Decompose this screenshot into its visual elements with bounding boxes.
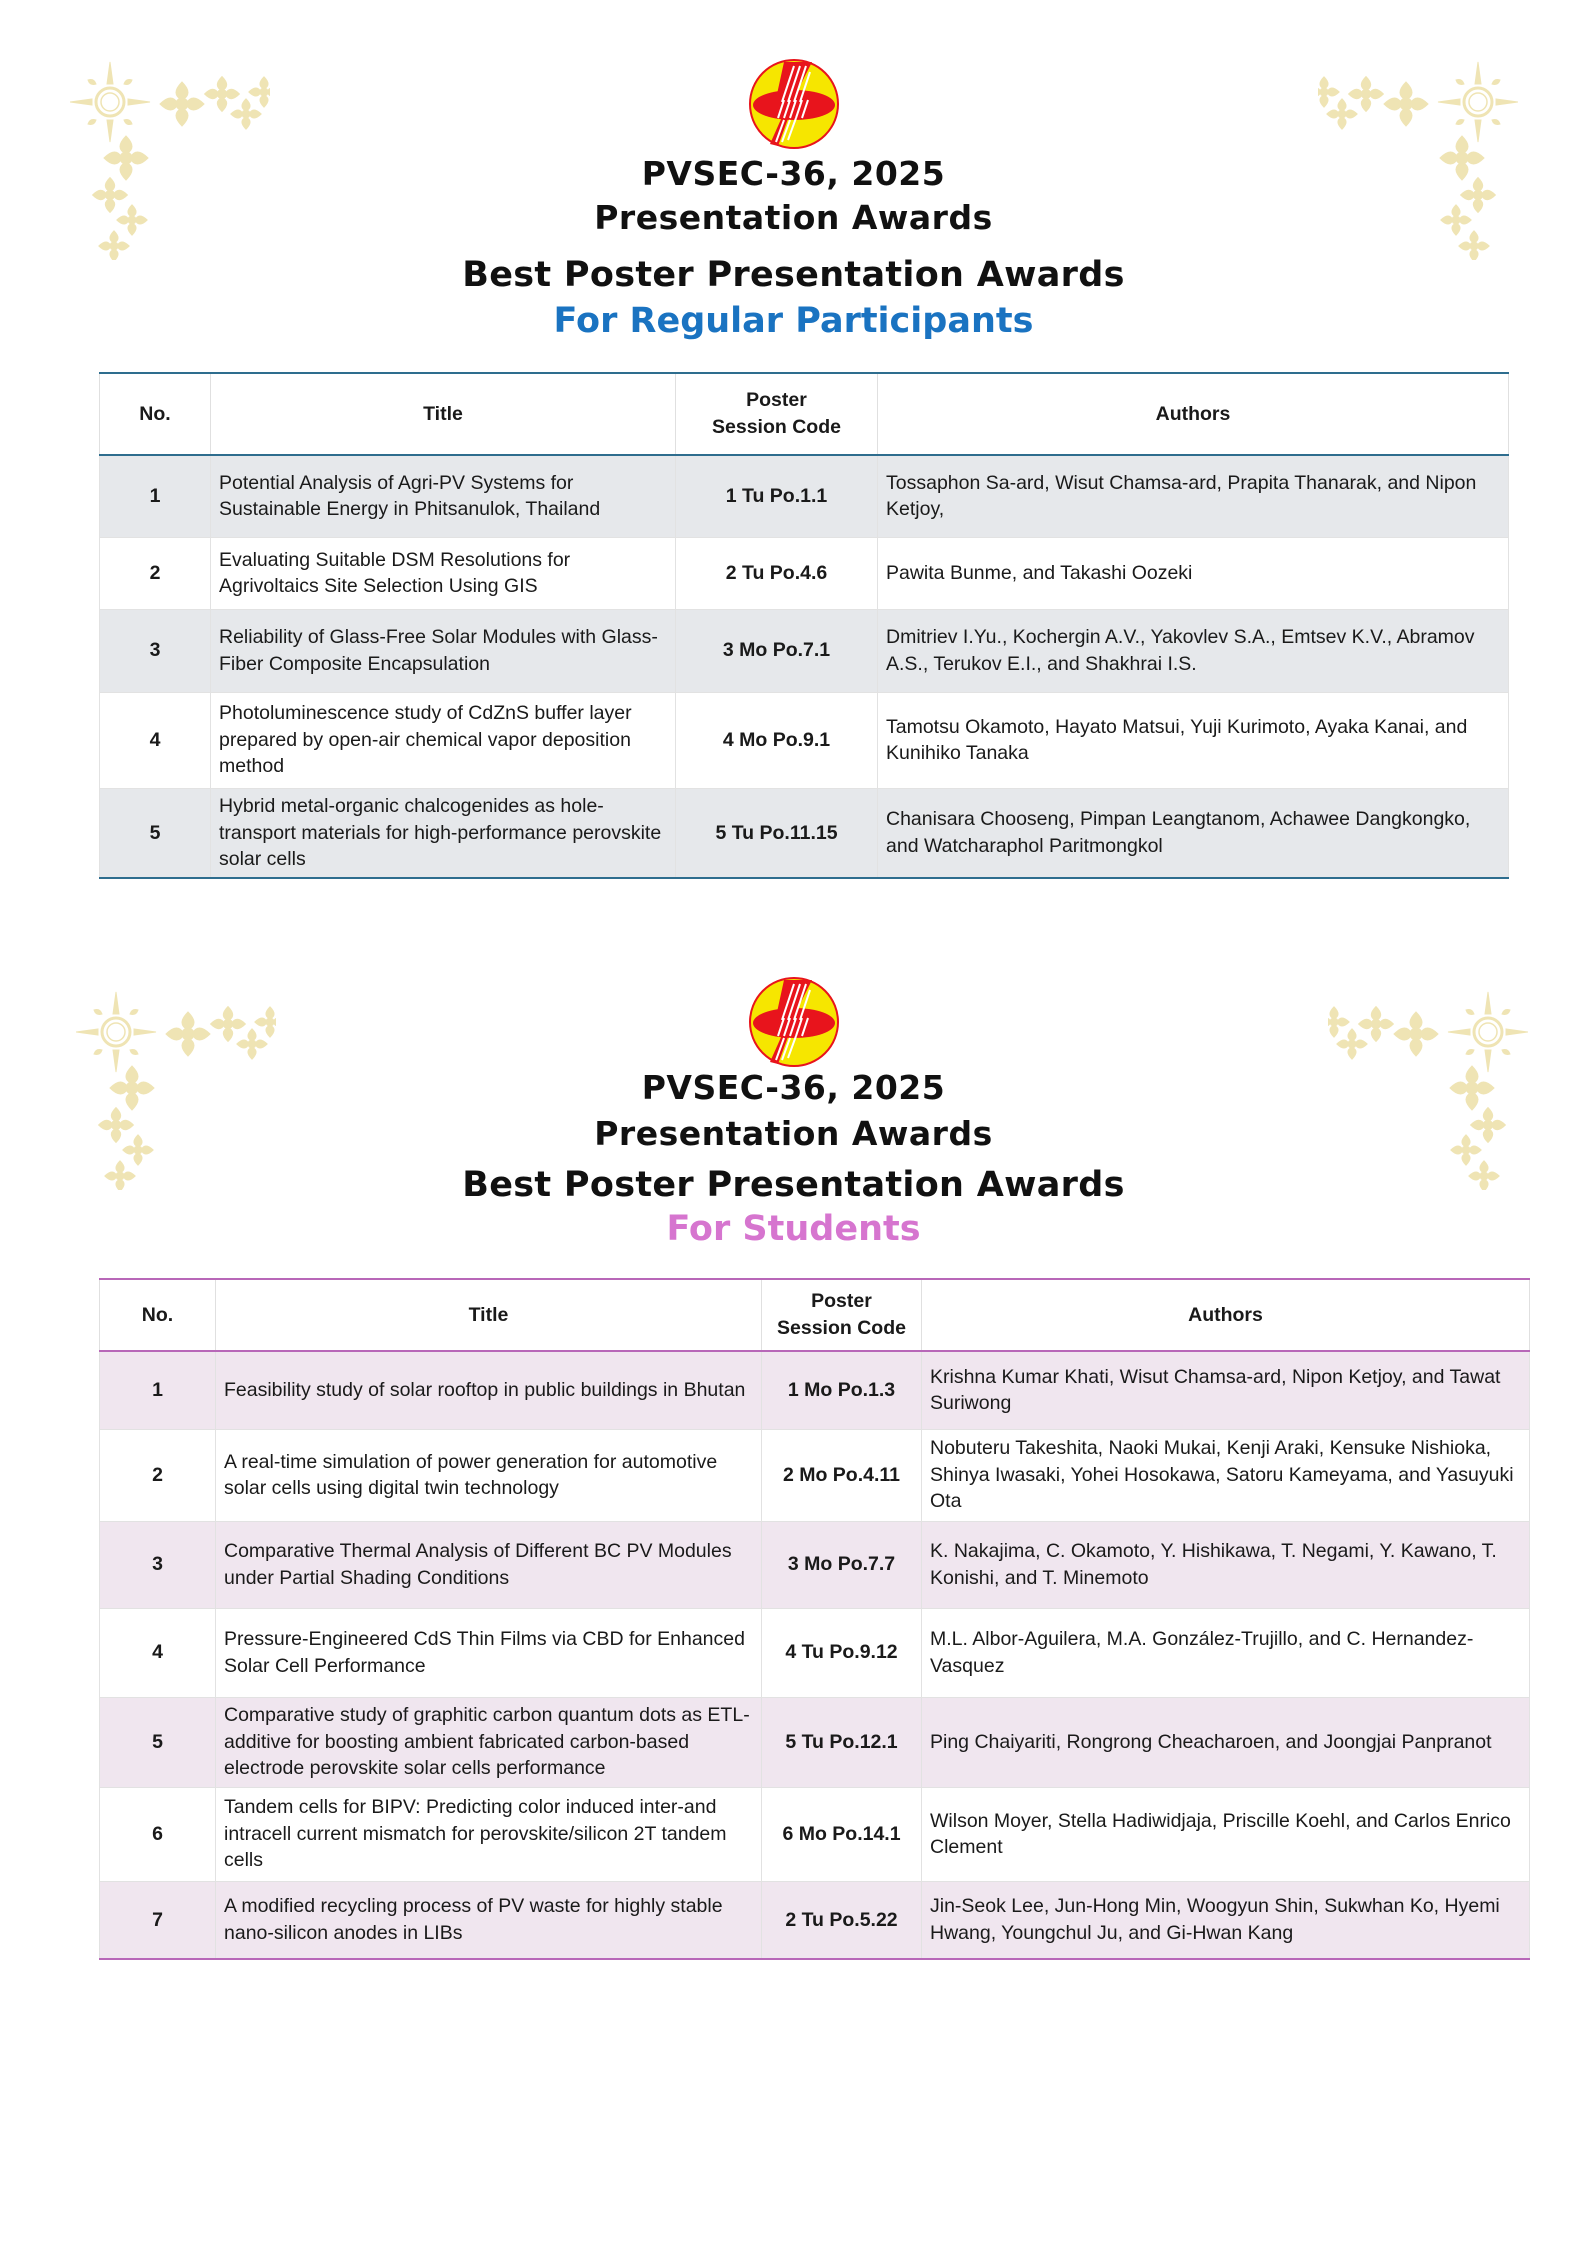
award-title: Best Poster Presentation Awards: [462, 1165, 1125, 1205]
table-row: [100, 455, 1509, 537]
row-number: 4: [100, 1608, 216, 1697]
column-header-session-code-line1: Poster: [811, 1290, 872, 1312]
event-subtitle: Presentation Awards: [594, 1114, 993, 1153]
column-header-session-code-line2: Session Code: [777, 1317, 906, 1339]
row-title: Potential Analysis of Agri-PV Systems for Sustainable Energy in Phitsanulok, Thailand: [211, 455, 676, 537]
row-authors: M.L. Albor-Aguilera, M.A. González-Trujillo, and C. Hernandez-Vasquez: [922, 1608, 1530, 1697]
column-header-session-code: [762, 1279, 922, 1351]
column-header-session-code-line2: Session Code: [712, 416, 841, 438]
table-row: [100, 692, 1509, 788]
event-title: PVSEC-36, 2025: [641, 1068, 946, 1107]
pvsec-logo-icon: [748, 58, 840, 150]
row-number: 1: [100, 455, 211, 537]
column-header-no: No.: [100, 1279, 216, 1351]
table-row: [100, 1697, 1530, 1787]
column-header-session-code-line1: Poster: [746, 389, 807, 411]
row-number: 2: [100, 537, 211, 609]
row-number: 4: [100, 692, 211, 788]
row-number: 3: [100, 1521, 216, 1608]
row-session-code: 6 Mo Po.14.1: [762, 1787, 922, 1881]
pvsec-logo-icon: [748, 976, 840, 1068]
row-title: Photoluminescence study of CdZnS buffer layer prepared by open-air chemical vapor deposition method: [211, 692, 676, 788]
table-header-row: [100, 373, 1509, 455]
row-session-code: 2 Tu Po.4.6: [676, 537, 878, 609]
row-authors: Chanisara Chooseng, Pimpan Leangtanom, Achawee Dangkongko, and Watcharaphol Paritmongkol: [878, 788, 1509, 878]
award-category: For Regular Participants: [553, 301, 1034, 341]
row-session-code: 1 Tu Po.1.1: [676, 455, 878, 537]
row-session-code: 3 Mo Po.7.7: [762, 1521, 922, 1608]
row-authors: Krishna Kumar Khati, Wisut Chamsa-ard, Nipon Ketjoy, and Tawat Suriwong: [922, 1351, 1530, 1429]
row-number: 6: [100, 1787, 216, 1881]
row-authors: Tamotsu Okamoto, Hayato Matsui, Yuji Kurimoto, Ayaka Kanai, and Kunihiko Tanaka: [878, 692, 1509, 788]
table-row: [100, 1351, 1530, 1429]
row-title: A modified recycling process of PV waste for highly stable nano-silicon anodes in LIBs: [216, 1881, 762, 1959]
award-title: Best Poster Presentation Awards: [462, 255, 1125, 295]
row-number: 1: [100, 1351, 216, 1429]
row-session-code: 5 Tu Po.11.15: [676, 788, 878, 878]
row-title: Feasibility study of solar rooftop in public buildings in Bhutan: [216, 1351, 762, 1429]
row-authors: Dmitriev I.Yu., Kochergin A.V., Yakovlev S.A., Emtsev K.V., Abramov A.S., Terukov E.I., and Shakhrai I.S.: [878, 609, 1509, 692]
row-number: 2: [100, 1429, 216, 1521]
regular-awards-table: [99, 372, 1509, 879]
table-row: [100, 1608, 1530, 1697]
column-header-title: Title: [216, 1279, 762, 1351]
event-title: PVSEC-36, 2025: [641, 154, 946, 193]
row-title: Tandem cells for BIPV: Predicting color induced inter-and intracell current mismatch for perovskite/silicon 2T tandem cells: [216, 1787, 762, 1881]
award-category: For Students: [666, 1209, 921, 1249]
row-session-code: 5 Tu Po.12.1: [762, 1697, 922, 1787]
row-authors: Pawita Bunme, and Takashi Oozeki: [878, 537, 1509, 609]
column-header-authors: Authors: [922, 1279, 1530, 1351]
column-header-title: Title: [211, 373, 676, 455]
row-authors: Wilson Moyer, Stella Hadiwidjaja, Priscille Koehl, and Carlos Enrico Clement: [922, 1787, 1530, 1881]
table-row: [100, 609, 1509, 692]
row-number: 5: [100, 788, 211, 878]
table-row: [100, 1521, 1530, 1608]
students-section: [0, 900, 1587, 2245]
table-row: [100, 1881, 1530, 1959]
row-session-code: 4 Mo Po.9.1: [676, 692, 878, 788]
row-title: Hybrid metal-organic chalcogenides as hole-transport materials for high-performance perovskite solar cells: [211, 788, 676, 878]
row-authors: K. Nakajima, C. Okamoto, Y. Hishikawa, T. Negami, Y. Kawano, T. Konishi, and T. Minemoto: [922, 1521, 1530, 1608]
table-row: [100, 537, 1509, 609]
event-subtitle: Presentation Awards: [594, 198, 993, 237]
row-session-code: 2 Mo Po.4.11: [762, 1429, 922, 1521]
row-session-code: 3 Mo Po.7.1: [676, 609, 878, 692]
table-row: [100, 1787, 1530, 1881]
row-title: Pressure-Engineered CdS Thin Films via CBD for Enhanced Solar Cell Performance: [216, 1608, 762, 1697]
row-session-code: 2 Tu Po.5.22: [762, 1881, 922, 1959]
table-row: [100, 788, 1509, 878]
regular-participants-section: [0, 0, 1587, 900]
row-authors: Jin-Seok Lee, Jun-Hong Min, Woogyun Shin, Sukwhan Ko, Hyemi Hwang, Youngchul Ju, and Gi-Hwan Kang: [922, 1881, 1530, 1959]
column-header-authors: Authors: [878, 373, 1509, 455]
students-awards-table: [99, 1278, 1530, 1960]
row-title: Comparative study of graphitic carbon quantum dots as ETL-additive for boosting ambient fabricated carbon-based electrode perovskite solar cells performance: [216, 1697, 762, 1787]
column-header-no: No.: [100, 373, 211, 455]
row-session-code: 4 Tu Po.9.12: [762, 1608, 922, 1697]
row-authors: Tossaphon Sa-ard, Wisut Chamsa-ard, Prapita Thanarak, and Nipon Ketjoy,: [878, 455, 1509, 537]
row-title: Reliability of Glass-Free Solar Modules with Glass-Fiber Composite Encapsulation: [211, 609, 676, 692]
row-title: A real-time simulation of power generation for automotive solar cells using digital twin technology: [216, 1429, 762, 1521]
row-authors: Ping Chaiyariti, Rongrong Cheacharoen, and Joongjai Panpranot: [922, 1697, 1530, 1787]
row-number: 7: [100, 1881, 216, 1959]
row-title: Evaluating Suitable DSM Resolutions for Agrivoltaics Site Selection Using GIS: [211, 537, 676, 609]
row-number: 5: [100, 1697, 216, 1787]
column-header-session-code: [676, 373, 878, 455]
row-number: 3: [100, 609, 211, 692]
row-session-code: 1 Mo Po.1.3: [762, 1351, 922, 1429]
row-title: Comparative Thermal Analysis of Different BC PV Modules under Partial Shading Conditions: [216, 1521, 762, 1608]
table-row: [100, 1429, 1530, 1521]
table-header-row: [100, 1279, 1530, 1351]
row-authors: Nobuteru Takeshita, Naoki Mukai, Kenji Araki, Kensuke Nishioka, Shinya Iwasaki, Yohei Hosokawa, Satoru Kameyama, and Yasuyuki Ota: [922, 1429, 1530, 1521]
